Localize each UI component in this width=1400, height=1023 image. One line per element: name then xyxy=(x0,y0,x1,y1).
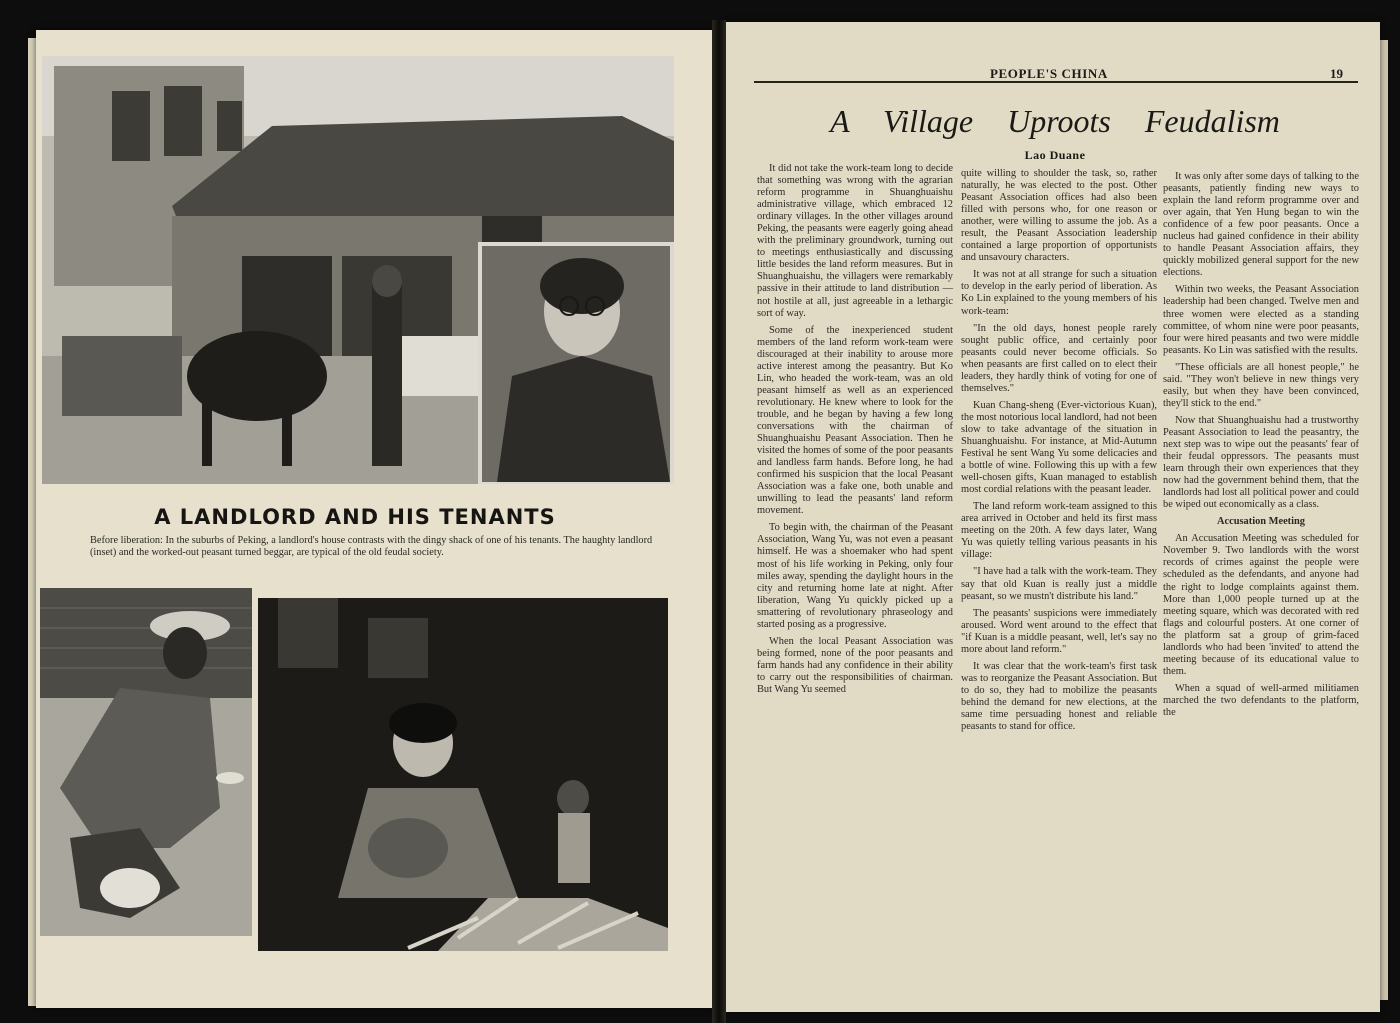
paragraph: An Accusation Meeting was scheduled for November 9. Two landlords with the worst records of crimes against the people were scheduled as the defendants, and anyone had the right to lodge complaints against them. More than 1,000 people turned up at the meeting square, which was decorated with red flags and colourful posters. At one corner of the platform sat a group of grim-faced landlords who had been 'invited' to attend the meeting because of its educational value to them. xyxy=(1163,533,1359,677)
paragraph: The peasants' suspicions were immediately aroused. Word went around to the effect that "if Kuan is a middle peasant, well, let's say no more about land reform." xyxy=(961,607,1157,655)
photo-landlord-house xyxy=(42,56,674,484)
photo-caption: Before liberation: In the suburbs of Peking, a landlord's house contrasts with the dingy shack of one of his tenants. The haughty landlord (inset) and the worked-out peasant turned beggar, are typical of the old feudal society. xyxy=(90,535,653,559)
header-rule xyxy=(754,81,1358,83)
article-column-1 xyxy=(757,163,953,701)
paragraph: It was clear that the work-team's first task was to reorganize the Peasant Association. But to do so, they had to mobilize the peasants behind the demand for new elections, at the same time persuading honest and reliable peasants to stand for office. xyxy=(961,660,1157,733)
page-headline: A LANDLORD AND HIS TENANTS xyxy=(154,505,556,529)
paragraph: When a squad of well-armed militiamen marched the two defendants to the platform, the xyxy=(1163,682,1359,718)
paragraph: The land reform work-team assigned to this area arrived in October and held its first mass meeting on the 20th. A few days later, Wang Yu was quietly telling various peasants in his village: xyxy=(961,501,1157,561)
paragraph: To begin with, the chairman of the Peasant Association, Wang Yu, was not even a peasant himself. He was a shoemaker who had spent most of his life working in Peking, only four miles away, spending the daylight hours in the city and returning home late at night. After liberation, Wang Yu quickly picked up a smattering of revolutionary phraseology and started posing as a progressive. xyxy=(757,522,953,630)
running-title: PEOPLE'S CHINA xyxy=(990,66,1108,81)
paragraph: "These officials are all honest people," he said. "They won't believe in new things very easily, but when they have been convinced, they'll stick to the end." xyxy=(1163,361,1359,409)
article-byline: Lao Duane xyxy=(1024,148,1086,162)
paragraph: It was not at all strange for such a situation to develop in the early period of liberation. As Ko Lin explained to the young members of his work-team: xyxy=(961,269,1157,317)
paragraph: It did not take the work-team long to decide that something was wrong with the agrarian reform programme in Shuanghuaishu administrative village, which embraced 12 ordinary villages. In the other villages around Peking, the peasants were eagerly going ahead with the preliminary groundwork, turning out to meetings enthusiastically and discussing little besides the land reform measures. But in Shuanghuaishu, the villagers were remarkably passive in their attitude to land distribution — not hostile at all, just agreeable in a lethargic sort of way. xyxy=(757,163,953,319)
paragraph: quite willing to shoulder the task, so, rather naturally, he was elected to the post. Other Peasant Association offices had also been filled with persons who, for one reason or another, were willing to assume the job. As a result, the Peasant Association leadership contained a large proportion of opportunists and unsavoury characters. xyxy=(961,168,1157,264)
paragraph: "In the old days, honest people rarely sought public office, and certainly poor peasants could never become officials. So when peasants are first called on to elect their leaders, they hardly think of voting for one of themselves." xyxy=(961,322,1157,394)
paragraph: Within two weeks, the Peasant Association leadership had been changed. Twelve men and three women were elected as a standing committee, of whom nine were poor peasants, four were hired peasants and two were middle peasants. Ko Lin was satisfied with the results. xyxy=(1163,284,1359,356)
article-title: A Village Uproots Feudalism xyxy=(830,103,1280,139)
paragraph: When the local Peasant Association was being formed, none of the poor peasants and farm hands had any confidence in their ability to carry out the responsibilities of chairman. But Wang Yu seemed xyxy=(757,635,953,695)
paragraph: Some of the inexperienced student members of the land reform work-team were discouraged at their inability to arouse more active interest among the peasantry. But Ko Lin, who headed the work-team, was an old peasant himself as well as an experienced revolutionary. He knew where to look for the trouble, and he began by having a few long conversations with the chairman of Shuanghuaishu Peasant Association. Then he visited the homes of some of the poor peasants and landless farm hands. Before long, he had confirmed his suspicion that the local Peasant Association was a fake one, both unable and unwilling to lead the peasants' land reform movement. xyxy=(757,324,953,517)
paragraph: Now that Shuanghuaishu had a trustworthy Peasant Association to lead the peasantry, the next step was to wipe out the peasants' fear of their feudal oppressors. The peasants must learn through their own experiences that they now had the government behind them, that the landlords had lost all political power and could be wiped out economically as a class. xyxy=(1163,414,1359,511)
photo-beggar xyxy=(40,588,252,936)
paragraph: "I have had a talk with the work-team. They say that old Kuan is really just a middle peasant, so we mustn't distribute his land." xyxy=(961,566,1157,602)
page-number: 19 xyxy=(1330,66,1343,81)
article-column-2 xyxy=(961,168,1157,738)
book-gutter xyxy=(712,20,726,1023)
article-column-3 xyxy=(1163,171,1359,724)
section-subheading: Accusation Meeting xyxy=(1216,516,1306,528)
photo-tenant-family xyxy=(258,598,668,951)
paragraph: Kuan Chang-sheng (Ever-victorious Kuan), the most notorious local landlord, had not been slow to take advantage of the situation in Shuanghuaishu. For instance, at Mid-Autumn Festival he sent Wang Yu some delicacies and a bottle of wine. Following this up with a few well-chosen gifts, Kuan managed to establish most cordial relations with the peasant leader. xyxy=(961,399,1157,496)
paragraph: It was only after some days of talking to the peasants, patiently finding new ways to explain the land reform programme over and over again, that Yen Hung began to win the confidence of a few poor peasants. Once a nucleus had gained confidence in their ability to handle Peasant Association affairs, they quickly mobilized general support for the new elections. xyxy=(1163,171,1359,279)
